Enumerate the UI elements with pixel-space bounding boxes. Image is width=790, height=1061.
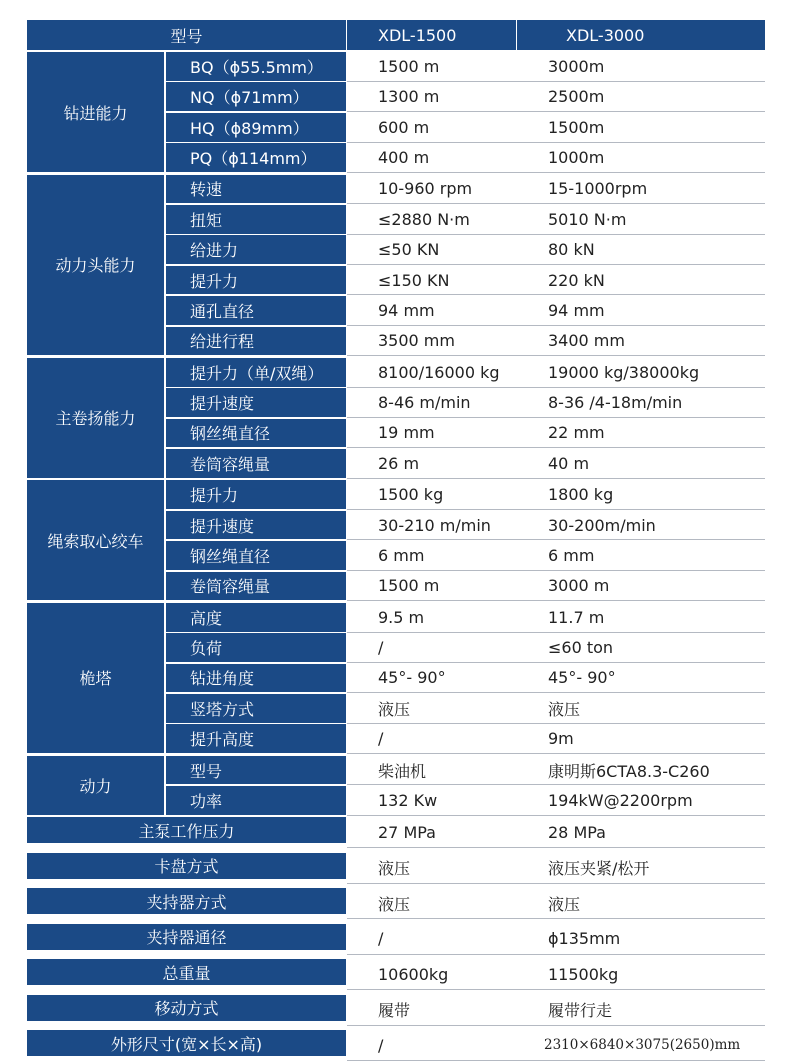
parameter-label: 卷筒容绳量 [166, 572, 346, 601]
parameter-label: 提升力 [166, 266, 346, 295]
parameter-label: 移动方式 [27, 995, 346, 1021]
parameter-label: 功率 [166, 786, 346, 815]
model-b-value: 11500kg [517, 959, 765, 990]
model-a-value: 9.5 m [347, 603, 517, 633]
model-b-value: 1800 kg [517, 480, 765, 510]
model-b-value: 19000 kg/38000kg [517, 358, 765, 388]
model-a-value: 45°- 90° [347, 664, 517, 694]
model-b-value: 液压夹紧/松开 [517, 853, 765, 884]
parameter-label: 通孔直径 [166, 296, 346, 325]
model-a-value: 132 Kw [347, 786, 517, 816]
model-b-value: 液压 [517, 694, 765, 724]
model-a-value: 600 m [347, 113, 517, 143]
parameter-label: 转速 [166, 175, 346, 204]
table-row [27, 1030, 765, 1061]
model-a-value: 液压 [347, 694, 517, 724]
model-b-value: 6 mm [517, 541, 765, 571]
model-a-value: 19 mm [347, 419, 517, 449]
model-a-value: 8100/16000 kg [347, 358, 517, 388]
group-label: 动力头能力 [27, 175, 164, 356]
model-b-header: XDL-3000 [517, 20, 765, 50]
model-b-value: 15-1000rpm [517, 175, 765, 205]
model-a-value: ≤2880 N·m [347, 205, 517, 235]
model-a-value: 8-46 m/min [347, 388, 517, 418]
parameter-label: 竖塔方式 [166, 694, 346, 723]
model-b-value: 2310×6840×3075(2650)mm [517, 1030, 765, 1061]
model-a-header: XDL-1500 [347, 20, 516, 50]
model-b-value: 3000 m [517, 572, 765, 602]
parameter-label: 提升力（单/双绳） [166, 358, 346, 387]
table-row [27, 924, 765, 955]
model-a-value: 6 mm [347, 541, 517, 571]
model-b-value: 3000m [517, 52, 765, 82]
parameter-label: BQ（ϕ55.5mm） [166, 52, 346, 81]
group-label: 钻进能力 [27, 52, 164, 172]
model-b-value: 45°- 90° [517, 664, 765, 694]
model-a-value: 1500 m [347, 572, 517, 602]
model-a-value: / [347, 724, 517, 754]
parameter-label: 夹持器方式 [27, 888, 346, 914]
group-label: 绳索取心绞车 [27, 480, 164, 600]
model-a-value: ≤150 KN [347, 266, 517, 296]
model-b-value: 28 MPa [517, 817, 765, 848]
parameter-label: 型号 [166, 756, 346, 785]
model-b-value: 2500m [517, 82, 765, 112]
table-row [27, 888, 765, 919]
model-b-value: 11.7 m [517, 603, 765, 633]
parameter-label: NQ（ϕ71mm） [166, 82, 346, 111]
table-row [27, 853, 765, 884]
model-a-value: 1300 m [347, 82, 517, 112]
group-label: 桅塔 [27, 603, 164, 753]
model-a-value: 液压 [347, 888, 517, 919]
model-b-value: ≤60 ton [517, 633, 765, 663]
parameter-label: 提升速度 [166, 511, 346, 540]
parameter-label: 钻进角度 [166, 664, 346, 693]
model-a-value: 履带 [347, 995, 517, 1026]
parameter-label: 钢丝绳直径 [166, 419, 346, 448]
model-a-value: 30-210 m/min [347, 511, 517, 541]
parameter-label: HQ（ϕ89mm） [166, 113, 346, 142]
model-b-value: 1000m [517, 143, 765, 173]
model-b-value: 履带行走 [517, 995, 765, 1026]
model-b-value: 22 mm [517, 419, 765, 449]
model-a-value: 10600kg [347, 959, 517, 990]
model-a-value: / [347, 924, 517, 955]
table-row [27, 817, 765, 848]
model-b-value: 194kW@2200rpm [517, 786, 765, 816]
model-a-value: 26 m [347, 449, 517, 479]
parameter-label: 总重量 [27, 959, 346, 985]
model-b-value: 30-200m/min [517, 511, 765, 541]
parameter-label: 外形尺寸(宽×长×高) [27, 1030, 346, 1056]
parameter-label: PQ（ϕ114mm） [166, 143, 346, 172]
parameter-label: 钢丝绳直径 [166, 541, 346, 570]
group-label: 动力 [27, 756, 164, 815]
parameter-label: 扭矩 [166, 205, 346, 234]
parameter-label: 高度 [166, 603, 346, 632]
parameter-label: 给进力 [166, 235, 346, 264]
model-a-value: / [347, 1030, 517, 1061]
parameter-label: 卷筒容绳量 [166, 449, 346, 478]
model-b-value: 220 kN [517, 266, 765, 296]
parameter-label: 夹持器通径 [27, 924, 346, 950]
model-a-value: ≤50 KN [347, 235, 517, 265]
model-b-value: 9m [517, 724, 765, 754]
model-b-value: 8-36 /4-18m/min [517, 388, 765, 418]
parameter-label: 提升速度 [166, 388, 346, 417]
model-a-value: 94 mm [347, 296, 517, 326]
model-a-value: 400 m [347, 143, 517, 173]
model-a-value: 27 MPa [347, 817, 517, 848]
model-b-value: 液压 [517, 888, 765, 919]
model-a-value: 3500 mm [347, 327, 517, 357]
model-b-value: ϕ135mm [517, 924, 765, 955]
parameter-label: 卡盘方式 [27, 853, 346, 879]
parameter-label: 提升高度 [166, 724, 346, 753]
model-b-value: 1500m [517, 113, 765, 143]
model-a-value: / [347, 633, 517, 663]
model-a-value: 1500 m [347, 52, 517, 82]
model-b-value: 94 mm [517, 296, 765, 326]
parameter-label: 提升力 [166, 480, 346, 509]
model-b-value: 5010 N·m [517, 205, 765, 235]
parameter-label: 负荷 [166, 633, 346, 662]
model-a-value: 10-960 rpm [347, 175, 517, 205]
model-a-value: 液压 [347, 853, 517, 884]
model-label-header: 型号 [27, 20, 346, 50]
parameter-label: 主泵工作压力 [27, 817, 346, 843]
model-a-value: 柴油机 [347, 756, 517, 786]
model-b-value: 3400 mm [517, 327, 765, 357]
parameter-label: 给进行程 [166, 327, 346, 356]
model-b-value: 康明斯6CTA8.3-C260 [517, 756, 765, 786]
header-row [27, 20, 765, 50]
group-label: 主卷扬能力 [27, 358, 164, 478]
table-row [27, 995, 765, 1026]
model-a-value: 1500 kg [347, 480, 517, 510]
model-b-value: 40 m [517, 449, 765, 479]
model-b-value: 80 kN [517, 235, 765, 265]
table-row [27, 959, 765, 990]
